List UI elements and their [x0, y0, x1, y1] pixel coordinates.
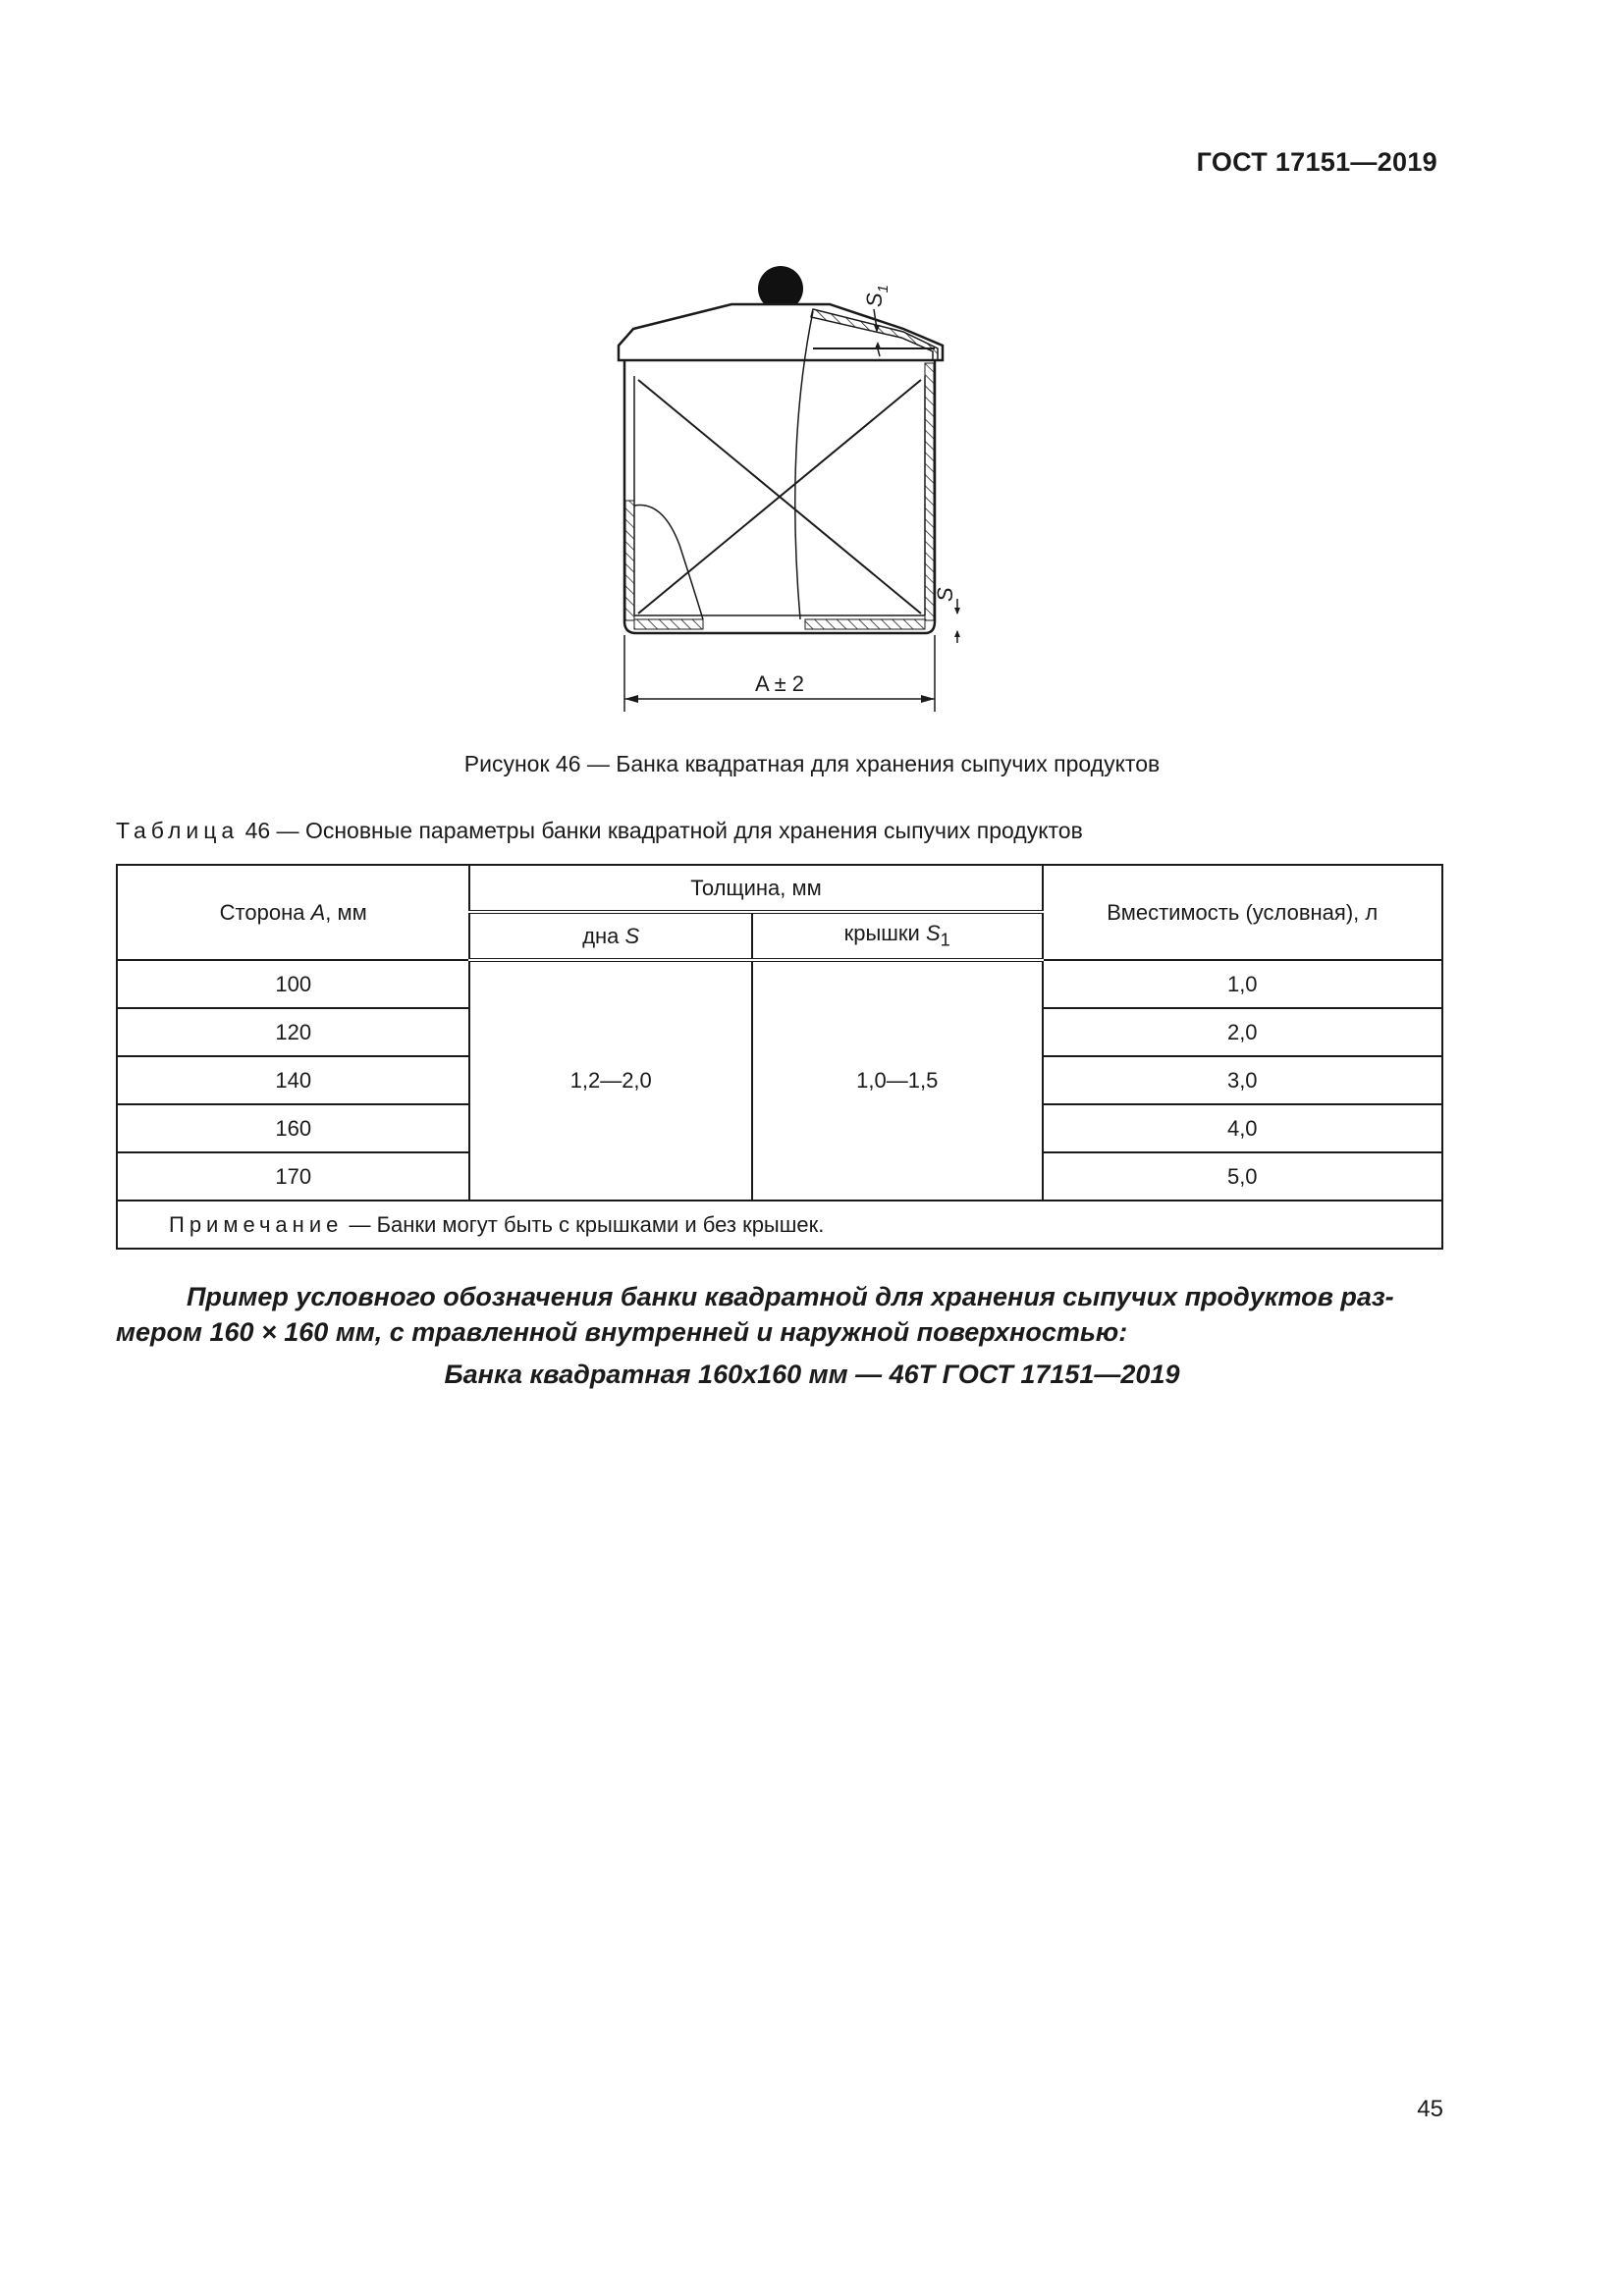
can-drawing-svg: [589, 250, 982, 721]
header-lid: крышки $S_1$: [752, 912, 1043, 960]
header-bottom: дна S: [469, 912, 752, 960]
can-drawing: [589, 250, 982, 721]
table-title: [116, 818, 1083, 844]
cell-side: 100: [117, 960, 469, 1008]
label-dimension: A ± 2: [755, 671, 804, 696]
cell-side: 160: [117, 1104, 469, 1152]
cell-lid-range: 1,0—1,5: [752, 960, 1043, 1201]
page-number: 45: [1417, 2096, 1443, 2122]
cell-capacity: 1,0: [1043, 960, 1442, 1008]
table-note-row: [117, 1201, 1442, 1249]
header-side: Сторона A, мм: [117, 865, 469, 960]
right-wall-section: [925, 363, 934, 620]
cell-side: 120: [117, 1008, 469, 1056]
cell-side: 170: [117, 1152, 469, 1201]
left-wall-section: [625, 501, 634, 620]
bottom-section-right: [805, 619, 925, 629]
example-line-1: Пример условного обозначения банки квадратной для хранения сыпучих продуктов раз-: [187, 1282, 1394, 1311]
cell-capacity: 2,0: [1043, 1008, 1442, 1056]
cell-capacity: 5,0: [1043, 1152, 1442, 1201]
label-s: S: [933, 587, 957, 602]
header-thickness: Толщина, мм: [469, 865, 1042, 912]
table-title-rest: 46 — Основные параметры банки квадратной для хранения сыпучих продуктов: [239, 818, 1083, 843]
cell-side: 140: [117, 1056, 469, 1104]
designation-text: Банка квадратная 160х160 мм — 46Т ГОСТ 17151—2019: [444, 1360, 1180, 1389]
designation-example: [116, 1279, 1443, 1350]
bottom-section-left: [634, 619, 703, 629]
header-capacity: Вместимость (условная), л: [1043, 865, 1442, 960]
cell-bottom-range: 1,2—2,0: [469, 960, 752, 1201]
table-row: [117, 960, 1442, 1008]
label-s1: $S_1$: [862, 284, 892, 307]
cell-capacity: 3,0: [1043, 1056, 1442, 1104]
document-header: ГОСТ 17151—2019: [1196, 147, 1437, 177]
table-note: Примечание — Банки могут быть с крышками и без крышек.: [117, 1201, 1442, 1249]
table-title-prefix: Таблица: [116, 818, 240, 843]
figure-caption: Рисунок 46 — Банка квадратная для хранения сыпучих продуктов: [463, 751, 1161, 776]
cell-capacity: 4,0: [1043, 1104, 1442, 1152]
parameters-table: [116, 864, 1443, 1250]
example-line-2: мером 160 × 160 мм, с травленной внутренней и наружной поверхностью:: [116, 1317, 1128, 1347]
